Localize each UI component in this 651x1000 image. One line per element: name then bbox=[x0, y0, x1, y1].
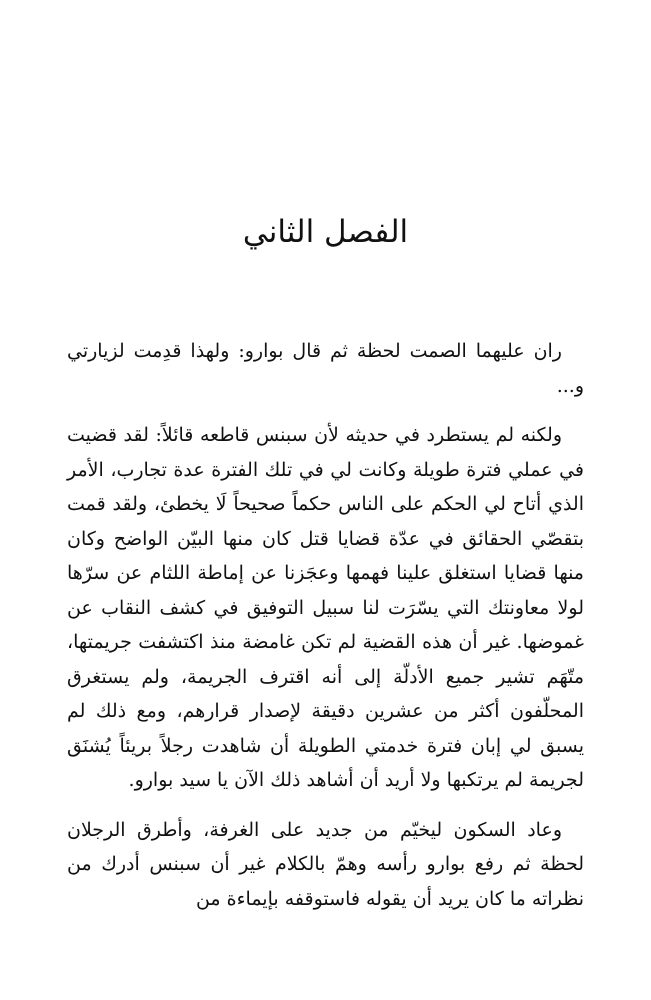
paragraph: وعاد السكون ليخيّم من جديد على الغرفة، وأطرق الرجلان لحظة ثم رفع بوارو رأسه وهمّ بالكلام غير أن سبنس أدرك من نظراته ما كان يريد أن يقوله فاستوقفه بإيماءة من bbox=[67, 818, 584, 910]
chapter-body bbox=[67, 334, 584, 931]
paragraph: ولكنه لم يستطرد في حديثه لأن سبنس قاطعه قائلاً: لقد قضيت في عملي فترة طويلة وكانت لي في تلك الفترة عدة تجارب، الأمر الذي أتاح لي الحكم على الناس حكماً صحيحاً لَا يخطئ، ولقد قمت بتقصّي الحقائق في عدّة قضايا قتل كان منها البيّن الواضح وكان منها قضايا استغلق علينا فهمها وعجَزنا عن إماطة اللثام عن سرّها لولا معاونتك التي يسّرَت لنا سبيل التوفيق في كشف النقاب عن غموضها. غير أن هذه القضية لم تكن غامضة منذ اكتشفت جريمتها، متّهَم تشير جميع الأدلّة إلى أنه اقترف الجريمة، ولم يستغرق المحلّفون أكثر من عشرين دقيقة لإصدار قرارهم، ومع ذلك لم يسبق لي إبان فترة خدمتي الطويلة أن شاهدت رجلاً بريئاً يُشنَق لجريمة لم يرتكبها ولا أريد أن أشاهد ذلك الآن يا سيد بوارو. bbox=[67, 424, 584, 791]
chapter-title: الفصل الثاني bbox=[242, 214, 409, 250]
paragraph: ران عليهما الصمت لحظة ثم قال بوارو: ولهذا قدِمت لزيارتي و... bbox=[67, 340, 584, 397]
